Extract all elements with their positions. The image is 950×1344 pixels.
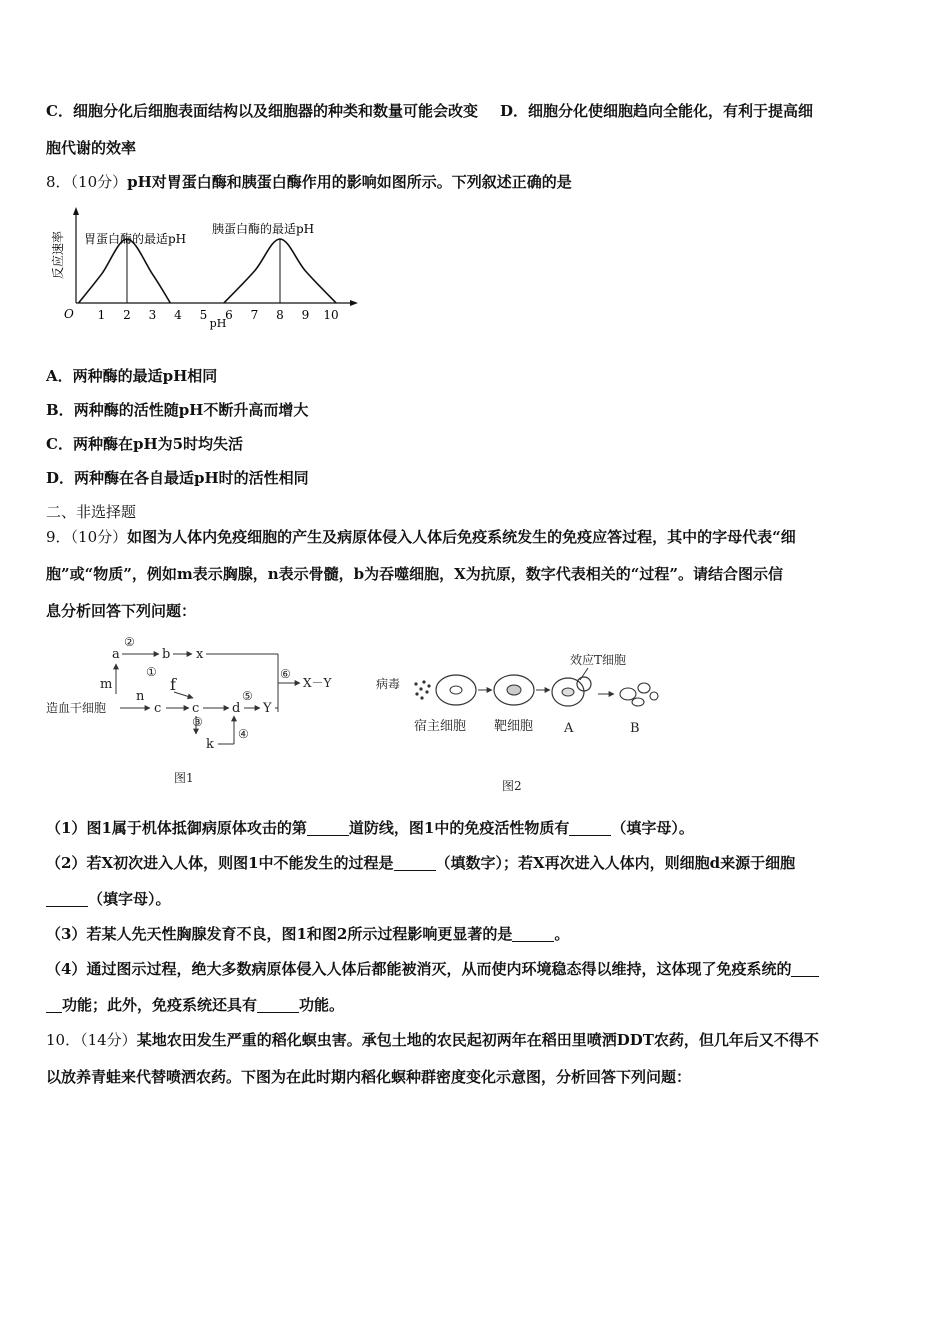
chart-x-tick-label: 8 — [276, 308, 284, 322]
q9-sub-4-cont — [46, 994, 344, 1016]
q8-option-c[interactable] — [46, 433, 243, 455]
fig1-label-x: x — [196, 647, 204, 662]
fig2-host-nucleus — [450, 686, 462, 694]
q7-option-c-label: C． — [46, 102, 73, 120]
fig1-source-cell: 造血干细胞 — [46, 701, 107, 715]
q9-sub-2-cont — [46, 888, 171, 910]
q9-score: （10分） — [70, 528, 128, 546]
fig1-label-d: d — [232, 701, 241, 716]
q8-stem: pH对胃蛋白酶和胰蛋白酶作用的影响如图所示。下列叙述正确的是 — [127, 173, 572, 191]
fig2-target-nucleus — [507, 685, 521, 695]
q9-sub-2 — [46, 852, 795, 874]
answer-blank[interactable] — [512, 927, 554, 942]
q9-sub-2-text-b: （填数字）；若X再次进入人体内，则细胞d来源于细胞 — [435, 854, 796, 872]
q9-stem-line-2: 胞”或“物质”，例如m表示胸腺，n表示骨髓，b为吞噬细胞，X为抗原，数字代表相关的“过程”。请结合图示信 — [46, 565, 784, 583]
chart-y-label: 反应速率 — [51, 230, 65, 280]
q9-stem-a: 如图为人体内免疫细胞的产生及病原体侵入人体后免疫系统发生的免疫应答过程，其中的字母代表“细 — [127, 528, 796, 546]
fig1-step-3: ③ — [192, 715, 203, 729]
immune-diagram-fig1 — [46, 632, 346, 792]
chart-x-tick-label: 4 — [174, 308, 182, 322]
q9-sub-3 — [46, 923, 569, 945]
fig1-label-f: f — [170, 675, 176, 694]
fig1-label-xy: X－Y — [303, 676, 332, 690]
fig1-label-n: n — [136, 689, 145, 704]
chart-x-tick-label: 9 — [301, 308, 310, 322]
answer-blank[interactable] — [46, 998, 62, 1013]
fig1-step-1: ① — [146, 665, 157, 679]
q10-stem-line-2: 以放养青蛙来代替喷洒农药。下图为在此时期内稻化螟种群密度变化示意图，分析回答下列问题： — [46, 1068, 692, 1086]
q9-sub-2-text-c: （填字母）。 — [88, 890, 171, 908]
answer-blank[interactable] — [307, 821, 349, 836]
chart-x-tick-label: 7 — [250, 308, 259, 322]
fig1-step-5: ⑤ — [242, 689, 253, 703]
q8-option-b-text: 两种酶的活性随pH不断升高而增大 — [73, 401, 309, 419]
q9-sub-1-text-c: （填字母）。 — [611, 819, 694, 837]
fig2-virus-label: 病毒 — [376, 677, 401, 691]
chart-x-tick-label: 1 — [97, 308, 106, 322]
q8-option-c-label: C． — [46, 435, 73, 453]
q8-option-d-text: 两种酶在各自最适pH时的活性相同 — [74, 469, 309, 487]
fig2-label-b: B — [630, 721, 640, 736]
q9-sub-4 — [46, 958, 819, 980]
q9-sub-1-label: （1） — [46, 819, 87, 837]
q8-option-b[interactable] — [46, 399, 308, 421]
fig1-step-4: ④ — [238, 727, 249, 741]
q9-sub-4-label: （4） — [46, 960, 87, 978]
q7-option-c-text: 细胞分化后细胞表面结构以及细胞器的种类和数量可能会改变 — [72, 102, 478, 120]
q7-option-d-cont: 胞代谢的效率 — [46, 139, 137, 157]
fig2-target-caption: 靶细胞 — [494, 719, 534, 734]
q9-number: 9． — [46, 528, 71, 546]
fig2-cell-a-nucleus — [562, 688, 574, 696]
q10-number: 10． — [46, 1031, 81, 1049]
q10-stem-a: 某地农田发生严重的稻化螟虫害。承包土地的农民起初两年在稻田里喷洒DDT农药，但几年后又不得不 — [136, 1031, 819, 1049]
q8-score: （10分） — [70, 173, 128, 191]
fig2-caption: 图2 — [502, 779, 522, 793]
chart-x-tick-label: 5 — [199, 308, 208, 322]
fig1-label-b: b — [162, 647, 171, 662]
fig1-arrow-f-c — [174, 692, 193, 698]
fig2-host-caption: 宿主细胞 — [414, 719, 467, 734]
fig2-label-a: A — [564, 721, 574, 736]
q9-sub-4-text-b: 功能；此外，免疫系统还具有 — [62, 996, 258, 1014]
chart-x-tick-label: 2 — [123, 308, 131, 322]
fig1-step-2: ② — [124, 635, 135, 649]
q8-option-a-label: A． — [46, 367, 73, 385]
q8-option-a[interactable] — [46, 365, 217, 387]
q9-sub-1-text-a: 图1属于机体抵御病原体攻击的第 — [86, 819, 307, 837]
answer-blank[interactable] — [257, 998, 299, 1013]
q8-option-c-text: 两种酶在pH为5时均失活 — [72, 435, 244, 453]
fig2-effector-label: 效应T细胞 — [570, 653, 627, 667]
fig1-caption: 图1 — [174, 771, 194, 785]
q8-number: 8． — [46, 173, 71, 191]
chart-x-tick-label: 3 — [148, 308, 157, 322]
answer-blank[interactable] — [394, 856, 436, 871]
answer-blank[interactable] — [569, 821, 611, 836]
q9-sub-1 — [46, 817, 694, 839]
q10-score: （14分） — [80, 1031, 137, 1049]
q9-sub-4-text-a: 通过图示过程，绝大多数病原体侵入人体后都能被消灭，从而使内环境稳态得以维持，这体现了免疫系统的 — [86, 960, 792, 978]
answer-blank[interactable] — [46, 892, 88, 907]
q8-option-d-label: D． — [46, 469, 75, 487]
q9-sub-2-label: （2） — [46, 854, 87, 872]
section-heading: 二、非选择题 — [46, 503, 137, 521]
chart-annotation: 胰蛋白酶的最适pH — [212, 222, 315, 236]
chart-annotation: 胃蛋白酶的最适pH — [84, 232, 187, 246]
q8-option-d[interactable] — [46, 467, 309, 489]
q9-sub-3-text-a: 若某人先天性胸腺发育不良，图1和图2所示过程影响更显著的是 — [86, 925, 513, 943]
chart-origin-label: O — [64, 307, 74, 321]
fig1-label-k: k — [206, 737, 214, 752]
fig1-label-c2: c — [192, 701, 200, 716]
enzyme-ph-chart — [46, 205, 376, 333]
fig1-label-m: m — [100, 677, 113, 692]
fig2-host-cell — [436, 675, 476, 705]
q9-sub-3-label: （3） — [46, 925, 87, 943]
q7-option-d-text: 细胞分化使细胞趋向全能化，有利于提高细 — [527, 102, 813, 120]
q9-stem-line-1 — [46, 526, 796, 548]
chart-y-arrow — [73, 207, 79, 215]
q7-option-d-label: D． — [499, 102, 528, 120]
fig1-label-a: a — [112, 647, 120, 662]
q9-sub-3-text-b: 。 — [554, 925, 570, 943]
q9-sub-4-text-c: 功能。 — [299, 996, 345, 1014]
fig1-label-y: Y — [263, 701, 272, 716]
q10-stem-line-1 — [46, 1029, 819, 1051]
q8-option-b-label: B． — [46, 401, 74, 419]
q8-option-a-text: 两种酶的最适pH相同 — [72, 367, 218, 385]
fig2-lysed-cell-b — [620, 683, 658, 706]
q9-stem-line-3: 息分析回答下列问题： — [46, 602, 197, 620]
immune-diagram-fig2 — [372, 640, 672, 796]
chart-series-line — [79, 239, 171, 303]
chart-x-tick-label: 10 — [323, 308, 339, 322]
q9-sub-2-text-a: 若X初次进入人体，则图1中不能发生的过程是 — [86, 854, 394, 872]
fig1-label-c1: c — [154, 701, 162, 716]
chart-x-label: pH — [209, 317, 227, 330]
q8-stem-line — [46, 171, 572, 193]
chart-x-arrow — [350, 300, 358, 306]
answer-blank[interactable] — [791, 962, 819, 977]
fig2-virus-dots — [414, 680, 430, 699]
fig1-step-6: ⑥ — [280, 667, 291, 681]
chart-x-tick-label: 6 — [225, 308, 233, 322]
q7-option-c-line — [46, 100, 813, 122]
q9-sub-1-text-b: 道防线，图1中的免疫活性物质有 — [348, 819, 570, 837]
